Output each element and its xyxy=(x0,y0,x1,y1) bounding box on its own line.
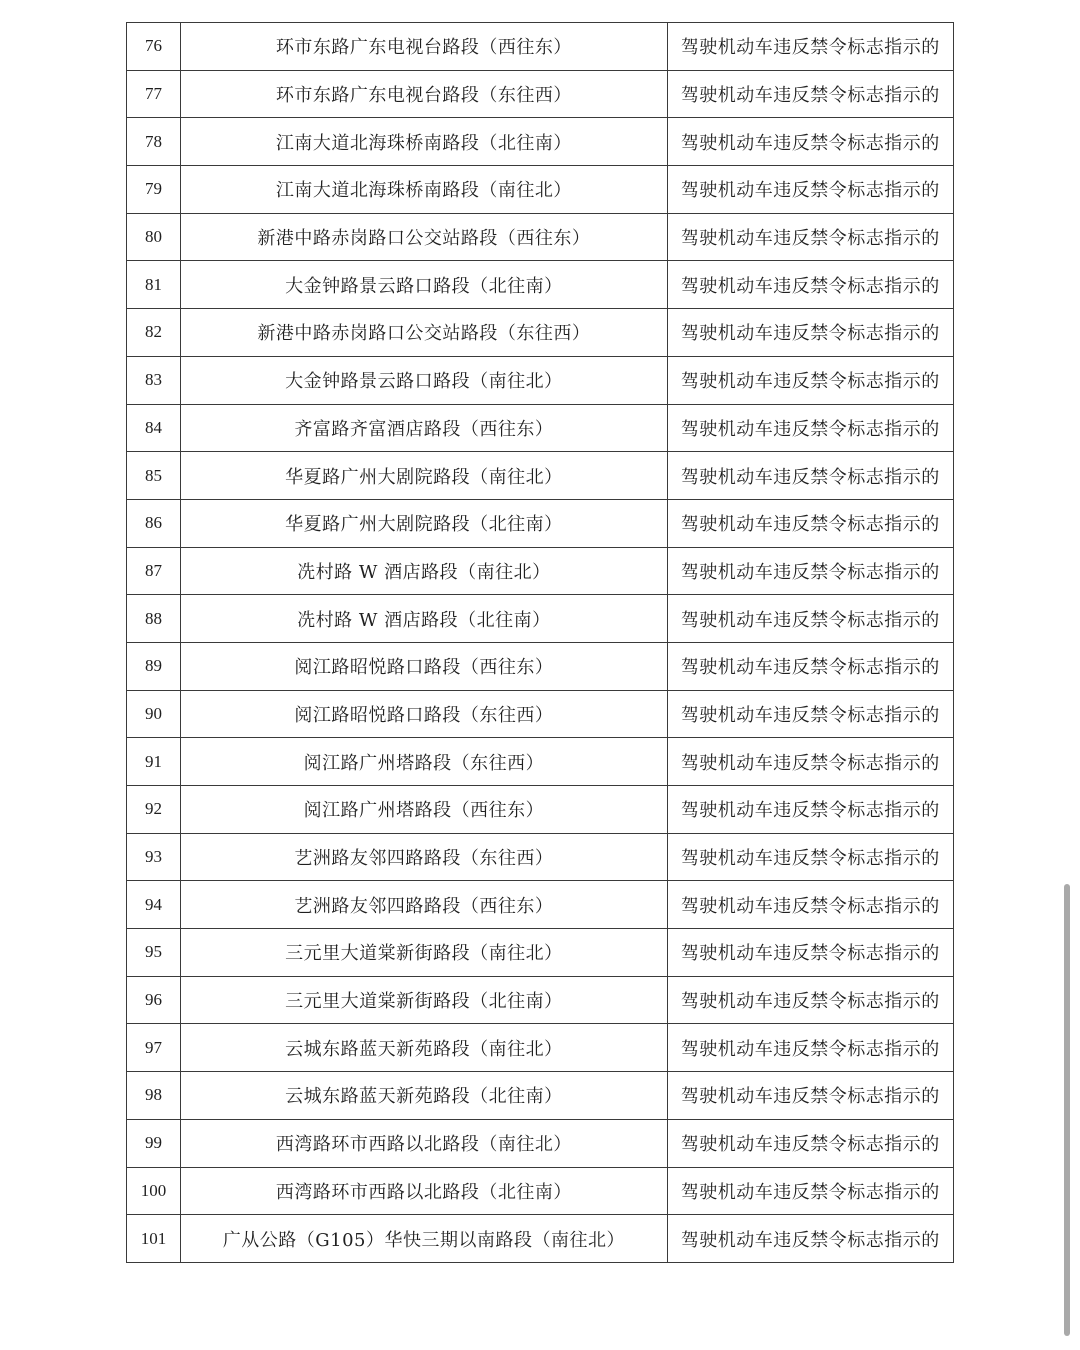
row-number: 80 xyxy=(127,213,181,261)
table-row xyxy=(127,118,954,166)
violation-cell: 驾驶机动车违反禁令标志指示的 xyxy=(667,309,953,357)
table-row xyxy=(127,547,954,595)
location-cell: 西湾路环市西路以北路段（南往北） xyxy=(181,1119,668,1167)
row-number: 85 xyxy=(127,452,181,500)
row-number: 95 xyxy=(127,929,181,977)
row-number: 86 xyxy=(127,499,181,547)
row-number: 91 xyxy=(127,738,181,786)
violation-cell: 驾驶机动车违反禁令标志指示的 xyxy=(667,833,953,881)
violation-cell: 驾驶机动车违反禁令标志指示的 xyxy=(667,356,953,404)
table-row xyxy=(127,929,954,977)
location-cell: 阅江路昭悦路口路段（东往西） xyxy=(181,690,668,738)
location-cell: 艺洲路友邻四路路段（东往西） xyxy=(181,833,668,881)
row-number: 101 xyxy=(127,1215,181,1263)
table-row xyxy=(127,261,954,309)
table-row xyxy=(127,833,954,881)
violation-cell: 驾驶机动车违反禁令标志指示的 xyxy=(667,642,953,690)
location-cell: 环市东路广东电视台路段（西往东） xyxy=(181,23,668,71)
location-cell: 大金钟路景云路口路段（北往南） xyxy=(181,261,668,309)
table-row xyxy=(127,786,954,834)
location-cell: 新港中路赤岗路口公交站路段（西往东） xyxy=(181,213,668,261)
table-row xyxy=(127,1119,954,1167)
table-row xyxy=(127,166,954,214)
table-row xyxy=(127,213,954,261)
violation-cell: 驾驶机动车违反禁令标志指示的 xyxy=(667,929,953,977)
enforcement-location-table xyxy=(126,22,954,1263)
table-row xyxy=(127,881,954,929)
table-row xyxy=(127,356,954,404)
row-number: 97 xyxy=(127,1024,181,1072)
violation-cell: 驾驶机动车违反禁令标志指示的 xyxy=(667,1167,953,1215)
violation-cell: 驾驶机动车违反禁令标志指示的 xyxy=(667,547,953,595)
location-cell: 广从公路（G105）华快三期以南路段（南往北） xyxy=(181,1215,668,1263)
scrollbar-thumb[interactable] xyxy=(1064,884,1070,1336)
location-cell: 华夏路广州大剧院路段（北往南） xyxy=(181,499,668,547)
location-cell: 阅江路广州塔路段（西往东） xyxy=(181,786,668,834)
row-number: 98 xyxy=(127,1072,181,1120)
location-cell: 齐富路齐富酒店路段（西往东） xyxy=(181,404,668,452)
violation-cell: 驾驶机动车违反禁令标志指示的 xyxy=(667,690,953,738)
row-number: 78 xyxy=(127,118,181,166)
location-cell: 环市东路广东电视台路段（东往西） xyxy=(181,70,668,118)
row-number: 89 xyxy=(127,642,181,690)
row-number: 99 xyxy=(127,1119,181,1167)
table-row xyxy=(127,976,954,1024)
violation-cell: 驾驶机动车违反禁令标志指示的 xyxy=(667,118,953,166)
table-row xyxy=(127,1215,954,1263)
violation-cell: 驾驶机动车违反禁令标志指示的 xyxy=(667,1119,953,1167)
violation-cell: 驾驶机动车违反禁令标志指示的 xyxy=(667,261,953,309)
row-number: 92 xyxy=(127,786,181,834)
location-cell: 三元里大道棠新街路段（南往北） xyxy=(181,929,668,977)
location-cell: 新港中路赤岗路口公交站路段（东往西） xyxy=(181,309,668,357)
violation-cell: 驾驶机动车违反禁令标志指示的 xyxy=(667,976,953,1024)
violation-cell: 驾驶机动车违反禁令标志指示的 xyxy=(667,738,953,786)
row-number: 94 xyxy=(127,881,181,929)
row-number: 84 xyxy=(127,404,181,452)
row-number: 81 xyxy=(127,261,181,309)
row-number: 77 xyxy=(127,70,181,118)
table-row xyxy=(127,70,954,118)
violation-cell: 驾驶机动车违反禁令标志指示的 xyxy=(667,1215,953,1263)
row-number: 82 xyxy=(127,309,181,357)
row-number: 96 xyxy=(127,976,181,1024)
violation-cell: 驾驶机动车违反禁令标志指示的 xyxy=(667,1024,953,1072)
violation-cell: 驾驶机动车违反禁令标志指示的 xyxy=(667,404,953,452)
row-number: 100 xyxy=(127,1167,181,1215)
location-cell: 艺洲路友邻四路路段（西往东） xyxy=(181,881,668,929)
row-number: 83 xyxy=(127,356,181,404)
location-cell: 华夏路广州大剧院路段（南往北） xyxy=(181,452,668,500)
location-cell: 江南大道北海珠桥南路段（北往南） xyxy=(181,118,668,166)
violation-cell: 驾驶机动车违反禁令标志指示的 xyxy=(667,166,953,214)
violation-cell: 驾驶机动车违反禁令标志指示的 xyxy=(667,452,953,500)
table-row xyxy=(127,738,954,786)
violation-cell: 驾驶机动车违反禁令标志指示的 xyxy=(667,1072,953,1120)
row-number: 93 xyxy=(127,833,181,881)
table-row xyxy=(127,309,954,357)
table-body xyxy=(127,23,954,1263)
violation-cell: 驾驶机动车违反禁令标志指示的 xyxy=(667,23,953,71)
row-number: 76 xyxy=(127,23,181,71)
location-cell: 三元里大道棠新街路段（北往南） xyxy=(181,976,668,1024)
violation-cell: 驾驶机动车违反禁令标志指示的 xyxy=(667,786,953,834)
row-number: 79 xyxy=(127,166,181,214)
location-cell: 冼村路 W 酒店路段（北往南） xyxy=(181,595,668,643)
violation-cell: 驾驶机动车违反禁令标志指示的 xyxy=(667,213,953,261)
violation-cell: 驾驶机动车违反禁令标志指示的 xyxy=(667,595,953,643)
table-row xyxy=(127,404,954,452)
location-cell: 阅江路广州塔路段（东往西） xyxy=(181,738,668,786)
location-cell: 云城东路蓝天新苑路段（北往南） xyxy=(181,1072,668,1120)
violation-cell: 驾驶机动车违反禁令标志指示的 xyxy=(667,70,953,118)
table-row xyxy=(127,23,954,71)
row-number: 90 xyxy=(127,690,181,738)
table-row xyxy=(127,595,954,643)
violation-cell: 驾驶机动车违反禁令标志指示的 xyxy=(667,881,953,929)
table-row xyxy=(127,642,954,690)
table-row xyxy=(127,452,954,500)
table-row xyxy=(127,499,954,547)
location-cell: 冼村路 W 酒店路段（南往北） xyxy=(181,547,668,595)
violation-cell: 驾驶机动车违反禁令标志指示的 xyxy=(667,499,953,547)
location-cell: 大金钟路景云路口路段（南往北） xyxy=(181,356,668,404)
location-cell: 云城东路蓝天新苑路段（南往北） xyxy=(181,1024,668,1072)
table-row xyxy=(127,690,954,738)
table-row xyxy=(127,1167,954,1215)
row-number: 88 xyxy=(127,595,181,643)
row-number: 87 xyxy=(127,547,181,595)
table-row xyxy=(127,1024,954,1072)
table-row xyxy=(127,1072,954,1120)
location-cell: 西湾路环市西路以北路段（北往南） xyxy=(181,1167,668,1215)
location-cell: 阅江路昭悦路口路段（西往东） xyxy=(181,642,668,690)
location-cell: 江南大道北海珠桥南路段（南往北） xyxy=(181,166,668,214)
